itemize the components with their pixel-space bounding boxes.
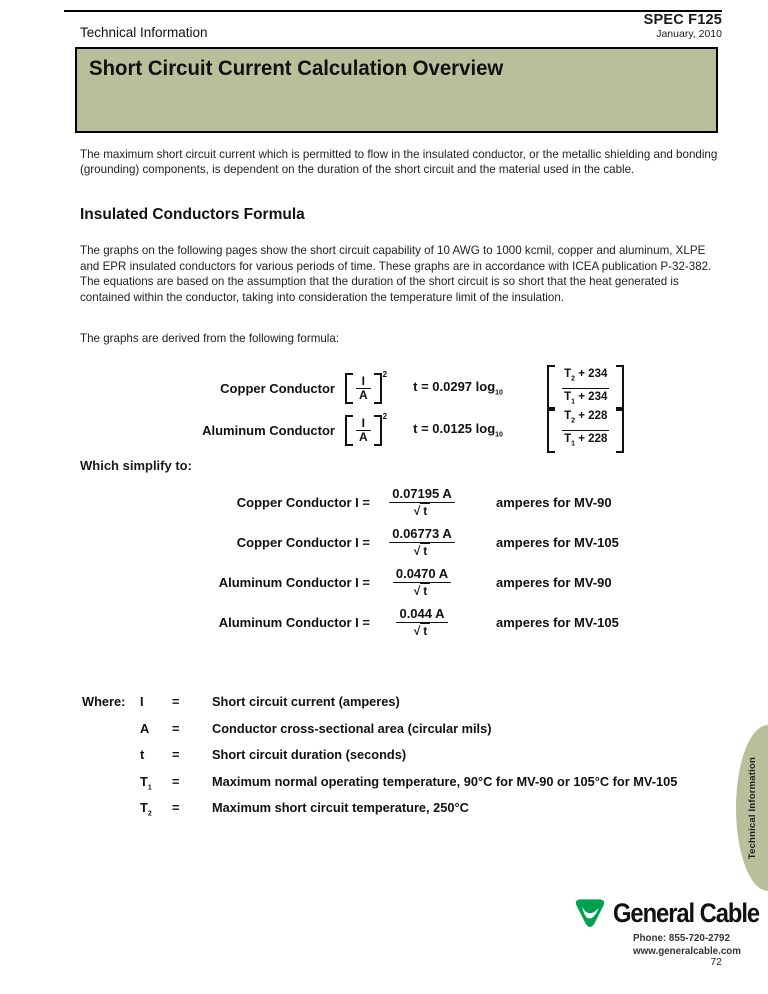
phone-number: Phone: 855-720-2792 [633, 933, 730, 944]
doc-type-label: Technical Information [80, 25, 208, 40]
symbol-letter: I [140, 694, 144, 709]
temp-fraction [555, 407, 616, 453]
left-bracket [345, 415, 353, 446]
temp-subscript: 1 [571, 439, 576, 447]
where-row [140, 745, 724, 772]
formula-note: amperes for MV-90 [496, 494, 612, 510]
ratio-fraction [353, 415, 374, 446]
simplified-row [80, 602, 700, 642]
right-bracket [616, 365, 624, 411]
symbol [140, 772, 172, 799]
symbol-description: Conductor cross-sectional area (circular mils) [212, 720, 492, 736]
temp-constant: + 234 [575, 368, 608, 381]
temp-symbol: T [564, 368, 572, 381]
symbol-letter: A [140, 720, 150, 736]
symbol-description: Short circuit duration (seconds) [212, 747, 407, 763]
temp-constant: + 228 [575, 432, 608, 445]
spec-date: January, 2010 [656, 28, 722, 40]
formula-row-aluminum [80, 410, 700, 450]
equation-middle [413, 421, 535, 439]
ratio-fraction [353, 373, 374, 404]
symbol-letter: t [140, 747, 145, 763]
simplified-fraction [382, 566, 462, 598]
temp-symbol: T [564, 390, 572, 403]
sqrt-expression [414, 623, 431, 638]
sqrt-expression [414, 583, 431, 598]
symbol-subscript: 2 [147, 810, 152, 818]
temp-symbol: T [564, 410, 572, 423]
fraction-numerator: 0.0470 A [393, 566, 451, 583]
log-base: 10 [495, 389, 503, 397]
sqrt-sign: √ [413, 624, 421, 638]
temp-bracket-group [547, 365, 624, 411]
equation-text: t = 0.0125 log [413, 421, 496, 437]
equation-middle [413, 379, 535, 397]
simplified-fraction [382, 606, 462, 638]
simplified-row [80, 522, 700, 562]
left-bracket [547, 407, 555, 453]
temp-symbol: T [564, 432, 572, 445]
formula-note: amperes for MV-105 [496, 534, 619, 550]
symbol-subscript: 1 [147, 784, 152, 792]
sqrt-expression [414, 503, 431, 518]
side-tab-label: Technical Information [746, 756, 758, 860]
symbol [140, 798, 172, 825]
formula-note: amperes for MV-105 [496, 614, 619, 630]
sqrt-expression [414, 543, 431, 558]
page-number: 72 [710, 956, 722, 968]
symbol-description: Short circuit current (amperes) [212, 694, 400, 709]
symbol [140, 719, 172, 746]
sqrt-sign: √ [413, 584, 421, 598]
ratio-denominator: A [356, 430, 371, 444]
contact-info [633, 933, 741, 958]
exponent: 2 [382, 411, 388, 421]
equals-sign: = [172, 800, 180, 816]
equals-sign: = [172, 747, 180, 763]
formula-label: Aluminum Conductor [202, 422, 335, 438]
where-row [140, 719, 724, 746]
website-url: www.generalcable.com [633, 945, 741, 957]
temp-numerator [562, 409, 609, 430]
symbol [140, 745, 172, 772]
simplified-formula-block [80, 482, 700, 642]
general-cable-logo-icon [572, 895, 608, 931]
equals-sign: = [172, 694, 180, 709]
temp-fraction [555, 365, 616, 411]
where-row [140, 772, 724, 799]
log-base: 10 [495, 431, 503, 439]
simplified-fraction [382, 526, 462, 558]
simplified-label: Copper Conductor I = [236, 494, 370, 510]
symbol-letter: T [140, 773, 148, 789]
ratio-numerator: I [361, 373, 365, 388]
left-bracket [345, 373, 353, 404]
company-logo [572, 895, 768, 931]
fraction-numerator: 0.06773 A [389, 526, 455, 543]
symbol [140, 692, 172, 719]
radicand: t [420, 583, 430, 598]
formula-note: amperes for MV-90 [496, 574, 612, 590]
simplified-label: Aluminum Conductor I = [218, 574, 370, 590]
spec-number: SPEC F125 [643, 12, 722, 28]
simplified-fraction [382, 486, 462, 518]
brand-name: General Cable [613, 898, 760, 928]
right-bracket [374, 415, 382, 446]
radicand: t [420, 503, 430, 518]
symbol-description: Maximum normal operating temperature, 90°C for MV-90 or 105°C for MV-105 [212, 773, 678, 789]
ratio-denominator: A [356, 388, 371, 402]
right-bracket [374, 373, 382, 404]
ratio-bracket-group [345, 411, 388, 446]
ratio-bracket-group [345, 369, 388, 404]
symbol-letter: T [140, 800, 148, 816]
section-heading: Insulated Conductors Formula [80, 206, 305, 223]
radicand: t [420, 623, 430, 638]
sqrt-sign: √ [413, 504, 421, 518]
where-rows [140, 692, 724, 825]
ratio-numerator: I [361, 415, 365, 430]
temp-bracket-group [547, 407, 624, 453]
page-title: Short Circuit Current Calculation Overview [89, 57, 504, 80]
right-bracket [616, 407, 624, 453]
fraction-numerator: 0.044 A [396, 606, 447, 623]
where-definitions [82, 692, 724, 825]
exponent: 2 [382, 369, 388, 379]
header-rule [64, 10, 722, 12]
equation-text: t = 0.0297 log [413, 379, 496, 395]
where-label: Where: [82, 694, 126, 709]
temp-denominator [562, 431, 609, 451]
intro-paragraph: The maximum short circuit current which is permitted to flow in the insulated conductor, or the metallic shielding and bonding (grounding) components, is dependent on the duration of the short circuit and the material used in the cable. [80, 148, 718, 177]
equals-sign: = [172, 773, 180, 789]
simplified-row [80, 562, 700, 602]
equals-sign: = [172, 720, 180, 736]
temp-subscript: 2 [571, 375, 576, 383]
temp-subscript: 1 [571, 397, 576, 405]
simplified-label: Aluminum Conductor I = [218, 614, 370, 630]
fraction-numerator: 0.07195 A [389, 486, 455, 503]
where-row [140, 798, 724, 825]
sqrt-sign: √ [413, 544, 421, 558]
simplify-label: Which simplify to: [80, 458, 192, 473]
radicand: t [420, 543, 430, 558]
temp-constant: + 228 [575, 410, 608, 423]
section-body-paragraph: The graphs on the following pages show the short circuit capability of 10 AWG to 1000 kcmil, copper and aluminum, XLPE and EPR insulated conductors for various periods of time. These graphs are in accordance with ICEA publication P-32-382. The equations are based on the assumption that the duration of the short circuit is so short that the heat generated is contained within the conductor, taking into consideration the temperature limit of the insulation. [80, 244, 712, 304]
left-bracket [547, 365, 555, 411]
formula-row-copper [80, 368, 700, 408]
title-banner [75, 47, 718, 133]
temp-constant: + 234 [575, 390, 608, 403]
simplified-label: Copper Conductor I = [236, 534, 370, 550]
formula-block [80, 368, 700, 450]
derived-intro-text: The graphs are derived from the following formula: [80, 332, 340, 345]
temp-denominator [562, 389, 609, 409]
temp-numerator [562, 367, 609, 388]
symbol-description: Maximum short circuit temperature, 250°C [212, 800, 469, 816]
simplified-row [80, 482, 700, 522]
temp-subscript: 2 [571, 417, 576, 425]
where-row [140, 692, 724, 719]
side-tab-technical-information [736, 725, 768, 891]
formula-label: Copper Conductor [220, 380, 335, 396]
